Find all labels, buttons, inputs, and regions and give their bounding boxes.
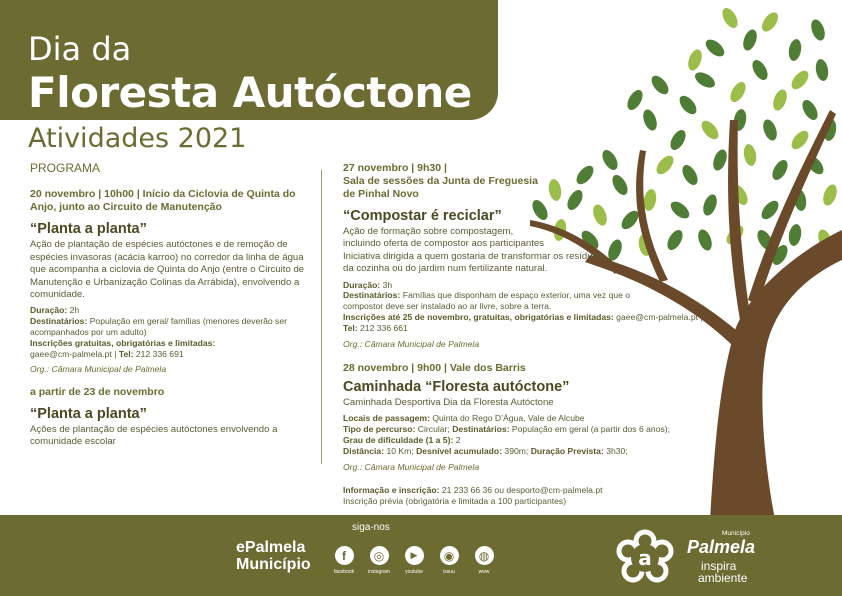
flower-logo-icon xyxy=(612,527,678,589)
desn-label: Desnível acumulado: xyxy=(416,445,503,456)
event-when: a partir de 23 de novembro xyxy=(30,385,165,398)
insc-value: gaee@cm-palmela.pt | xyxy=(613,312,703,323)
leaf-shape xyxy=(814,58,830,82)
palmela-inspira-ambiente-logo[interactable] xyxy=(610,527,790,592)
duracao-value: 2h xyxy=(67,305,80,316)
event-when-line2: Sala de sessões da Junta de Freguesia xyxy=(343,175,538,187)
programa-label: PROGRAMA xyxy=(30,161,101,175)
title-line1: Dia da xyxy=(28,30,132,68)
leaf-shape xyxy=(821,183,840,208)
event-23-novembro xyxy=(30,386,313,449)
event-org: Org.: Câmara Municipal de Palmela xyxy=(30,364,167,375)
event-20-novembro xyxy=(30,188,313,375)
event-when-line1: 27 novembro | 9h30 | xyxy=(343,162,447,174)
dist-label: Distância: xyxy=(343,445,385,456)
svg-text:a: a xyxy=(638,546,652,570)
leaf-shape xyxy=(787,38,803,62)
instagram-link[interactable] xyxy=(367,546,391,575)
duracao-label: Duração: xyxy=(343,279,381,290)
palmela-municipio-logo[interactable] xyxy=(236,540,326,580)
brand-name: Palmela xyxy=(687,537,756,557)
brand-municipio: Município xyxy=(722,530,750,537)
tel-value: 212 336 691 xyxy=(133,348,184,359)
leaf-shape xyxy=(703,36,728,59)
tipo-value: Circular; xyxy=(415,424,453,435)
event-when: 20 novembro | 10h00 | Início da Ciclovia de Quinta do Anjo, junto ao Circuito de Manutenção xyxy=(30,188,296,214)
locais-value: Quinta do Rego D’Água, Vale de Alcube xyxy=(429,413,585,424)
dest-value: População em geral (a partir dos 6 anos); xyxy=(509,424,671,435)
brand-tagline-1: inspira xyxy=(701,559,737,573)
event-meta xyxy=(343,280,735,334)
logo-line1: ePalmela xyxy=(236,539,306,556)
duracao-value: 3h xyxy=(380,279,393,290)
event-meta xyxy=(343,413,735,456)
instagram-label: instagram xyxy=(368,569,390,575)
event-when: 28 novembro | 9h00 | Vale dos Barris xyxy=(343,361,526,374)
leaf-shape xyxy=(741,28,760,53)
dist-value: 10 Km; xyxy=(384,445,417,456)
leaf-shape xyxy=(749,57,770,82)
right-column xyxy=(343,162,735,506)
info-label: Informação e inscrição: xyxy=(343,484,440,495)
event-meta xyxy=(30,305,313,359)
leaf-shape xyxy=(676,93,699,118)
insc-label: Inscrições até 25 de novembro, gratuitas, obrigatórias e limitadas: xyxy=(343,312,614,323)
logo-line2: Município xyxy=(236,556,311,573)
leaf-shape xyxy=(742,143,758,167)
dur-value: 3h30; xyxy=(603,445,628,456)
dest-value: Famílias que disponham de espaço exterior, uma vez que o compostor deve ser instalado ao ar livre, sobre a terra. xyxy=(343,290,631,312)
event-when-line3: de Pinhal Novo xyxy=(343,188,419,200)
leaf-shape xyxy=(761,118,780,143)
event-info xyxy=(343,485,735,507)
event-desc-1: Ação de formação sobre compostagem, xyxy=(343,226,514,237)
leaf-shape xyxy=(788,128,811,153)
leaf-shape xyxy=(698,118,721,143)
title-line2: Floresta Autóctone xyxy=(28,68,472,117)
leaf-shape xyxy=(648,73,671,98)
youtube-link[interactable] xyxy=(402,546,426,575)
event-desc-3: Iniciativa dirigida a quem gostaria de transformar os resíduos xyxy=(343,250,603,262)
leaf-shape xyxy=(769,157,790,182)
social-links xyxy=(332,546,496,575)
info-note: Inscrição prévia (obrigatória e limitada a 100 participantes) xyxy=(343,495,567,506)
leaf-shape xyxy=(759,10,781,35)
tel-label: Tel: xyxy=(118,348,134,359)
www-icon: ◍ xyxy=(475,546,494,565)
youtube-icon: ▶ xyxy=(405,546,424,565)
event-title: Caminhada “Floresta autóctone” xyxy=(343,378,570,395)
dest-label: Destinatários: xyxy=(30,316,88,327)
leaf-shape xyxy=(727,79,748,104)
tipo-label: Tipo de percurso: xyxy=(343,424,416,435)
leaf-shape xyxy=(686,48,705,73)
event-desc-2: incluindo oferta de compostor aos participantes xyxy=(343,238,545,250)
column-divider xyxy=(321,170,322,464)
event-title: “Compostar é reciclar” xyxy=(343,208,502,224)
event-27-novembro xyxy=(343,162,735,350)
left-column xyxy=(30,162,313,448)
leaf-shape xyxy=(624,87,645,112)
www-label: www xyxy=(478,569,490,575)
facebook-icon: f xyxy=(335,546,354,565)
event-title: “Planta a planta” xyxy=(30,221,147,238)
follow-label: siga-nos xyxy=(352,522,390,533)
leaf-shape xyxy=(787,223,803,247)
event-org: Org.: Câmara Municipal de Palmela xyxy=(343,461,480,472)
event-title: “Planta a planta” xyxy=(30,405,147,422)
dur-label: Duração Prevista: xyxy=(530,445,604,456)
leaf-shape xyxy=(641,108,660,133)
dest-label: Destinatários: xyxy=(452,424,510,435)
leaf-shape xyxy=(692,69,717,90)
event-28-novembro xyxy=(343,362,735,506)
tel-label: Tel: xyxy=(343,322,358,333)
leaf-shape xyxy=(758,198,781,223)
leaf-shape xyxy=(719,5,740,30)
facebook-link[interactable] xyxy=(332,546,356,575)
leaf-shape xyxy=(809,18,828,43)
issuu-link[interactable] xyxy=(437,546,461,575)
info-value: 21 233 66 36 ou desporto@cm-palmela.pt xyxy=(439,484,603,495)
event-org: Org.: Câmara Municipal de Palmela xyxy=(343,338,480,349)
event-desc: Caminhada Desportiva Dia da Floresta Autóctone xyxy=(343,396,554,408)
desn-value: 390m; xyxy=(502,445,531,456)
dest-value: População em geral/ famílias (menores deverão ser acompanhados por um adulto) xyxy=(30,316,287,337)
subtitle: Atividades 2021 xyxy=(28,123,247,154)
grau-value: 2 xyxy=(453,434,461,445)
brand-tagline-2: ambiente xyxy=(698,571,748,585)
locais-label: Locais de passagem: xyxy=(343,413,430,424)
leaf-shape xyxy=(667,127,688,152)
issuu-label: issuu xyxy=(443,569,455,575)
facebook-label: facebook xyxy=(333,569,355,575)
issuu-icon: ◉ xyxy=(440,546,459,565)
tel-value: 212 336 661 xyxy=(357,322,408,333)
www-link[interactable] xyxy=(472,546,496,575)
event-desc: Ação de plantação de espécies autóctones e de remoção de espécies invasoras (acácia karroo) no corredor da linha de água que acompanha a ciclovia de Quinta do Anjo (entre o Circuito de Manutenção e Urbanização Colinas da Arrábida), envolvendo a comunidade. xyxy=(30,239,305,300)
leaf-shape xyxy=(799,97,820,122)
dest-label: Destinatários: xyxy=(343,290,401,301)
youtube-label: youtube xyxy=(405,569,423,575)
grau-label: Grau de dificuldade (1 a 5): xyxy=(343,434,454,445)
instagram-icon: ◎ xyxy=(370,546,389,565)
insc-label: Inscrições gratuitas, obrigatórias e limitadas: xyxy=(30,337,216,348)
leaf-shape xyxy=(788,68,811,93)
duracao-label: Duração: xyxy=(30,305,68,316)
event-desc: Ações de plantação de espécies autóctones envolvendo a comunidade escolar xyxy=(30,423,278,448)
leaf-shape xyxy=(771,88,790,113)
insc-value: gaee@cm-palmela.pt | xyxy=(30,348,119,359)
event-desc-4: da cozinha ou do jardim num fertilizante natural. xyxy=(343,263,548,275)
